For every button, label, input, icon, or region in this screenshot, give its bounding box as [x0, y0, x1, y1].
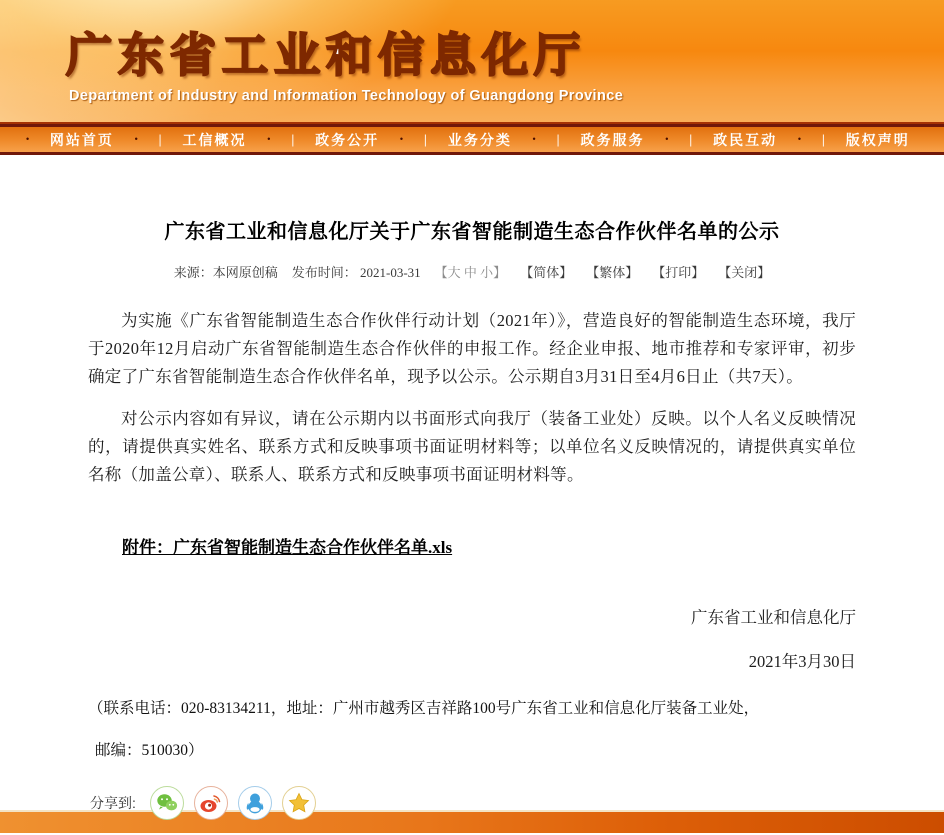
- share-qq-button[interactable]: [238, 786, 272, 820]
- nav-item-gov-services[interactable]: 政务服务: [580, 131, 645, 148]
- nav-separator: |: [556, 132, 560, 147]
- nav-item-copyright[interactable]: 版权声明: [845, 131, 910, 148]
- nav-separator: |: [158, 132, 162, 147]
- article-paragraph: 对公示内容如有异议，请在公示期内以书面形式向我厅（装备工业处）反映。以个人名义反映情况的，请提供真实姓名、联系方式和反映事项书面证明材料等；以单位名义反映情况的，请提供真实单位名称（加盖公章）、联系人、联系方式和反映事项书面证明材料等。: [88, 409, 856, 484]
- nav-item-gov-disclosure[interactable]: 政务公开: [315, 131, 380, 148]
- qq-icon: [242, 790, 268, 816]
- article-content: [0, 155, 944, 810]
- contact-info: [88, 688, 856, 772]
- nav-bullet: •: [26, 134, 30, 144]
- article-signature: 广东省工业和信息化厅: [691, 608, 856, 627]
- nav-separator: |: [423, 132, 428, 147]
- contact-line1: （联系电话：020-83134211，地址：广州市越秀区吉祥路100号广东省工业和信息化厅装备工业处，: [88, 700, 760, 717]
- share-weibo-button[interactable]: [194, 786, 228, 820]
- site-banner: [0, 0, 944, 124]
- share-label: 分享到:: [90, 795, 136, 811]
- nav-separator: |: [689, 132, 693, 147]
- simplified-button[interactable]: 【简体】: [520, 265, 573, 280]
- nav-item-overview[interactable]: 工信概况: [182, 131, 247, 148]
- footer-bar: [0, 810, 944, 833]
- nav-bullet: •: [134, 134, 138, 144]
- nav-separator: |: [291, 132, 295, 147]
- article-meta: [88, 262, 856, 281]
- close-button[interactable]: 【关闭】: [718, 265, 771, 280]
- attachment-link[interactable]: 附件：广东省智能制造生态合作伙伴名单.xls: [122, 538, 453, 557]
- star-icon: [286, 790, 312, 816]
- wechat-icon: [154, 790, 180, 816]
- article-paragraph: 为实施《广东省智能制造生态合作伙伴行动计划（2021年）》，营造良好的智能制造生态环境，我厅于2020年12月启动广东省智能制造生态合作伙伴的申报工作。经企业申报、地市推荐和专家评审，初步确定了广东省智能制造生态合作伙伴名单，现予以公示。公示期自3月31日至4月6日止（共7天）。: [88, 311, 856, 386]
- main-nav: [0, 124, 944, 155]
- traditional-button[interactable]: 【繁体】: [586, 265, 639, 280]
- site-subtitle: Department of Industry and Information Technology of Guangdong Province: [69, 87, 624, 104]
- nav-bullet: •: [532, 134, 536, 144]
- meta-source: 来源：本网原创稿: [173, 265, 278, 280]
- nav-item-business-category[interactable]: 业务分类: [447, 131, 512, 148]
- nav-bullet: •: [665, 134, 669, 144]
- contact-line2: 邮编：510030）: [95, 742, 204, 759]
- nav-item-interaction[interactable]: 政民互动: [713, 131, 778, 148]
- nav-bullet: •: [797, 134, 801, 144]
- meta-publish-date: 发布时间： 2021-03-31: [291, 265, 421, 280]
- nav-bullet: •: [399, 134, 404, 144]
- nav-item-home[interactable]: 网站首页: [49, 131, 114, 148]
- article-title: 广东省工业和信息化厅关于广东省智能制造生态合作伙伴名单的公示: [164, 221, 780, 243]
- print-button[interactable]: 【打印】: [652, 265, 705, 280]
- site-title: 广东省工业和信息化厅: [66, 29, 586, 81]
- nav-bullet: •: [267, 134, 271, 144]
- article-date: 2021年3月30日: [748, 652, 856, 671]
- share-favorite-button[interactable]: [282, 786, 316, 820]
- nav-separator: |: [821, 132, 826, 147]
- font-size-control[interactable]: 【大 中 小】: [434, 265, 507, 280]
- share-wechat-button[interactable]: [150, 786, 184, 820]
- weibo-icon: [198, 790, 224, 816]
